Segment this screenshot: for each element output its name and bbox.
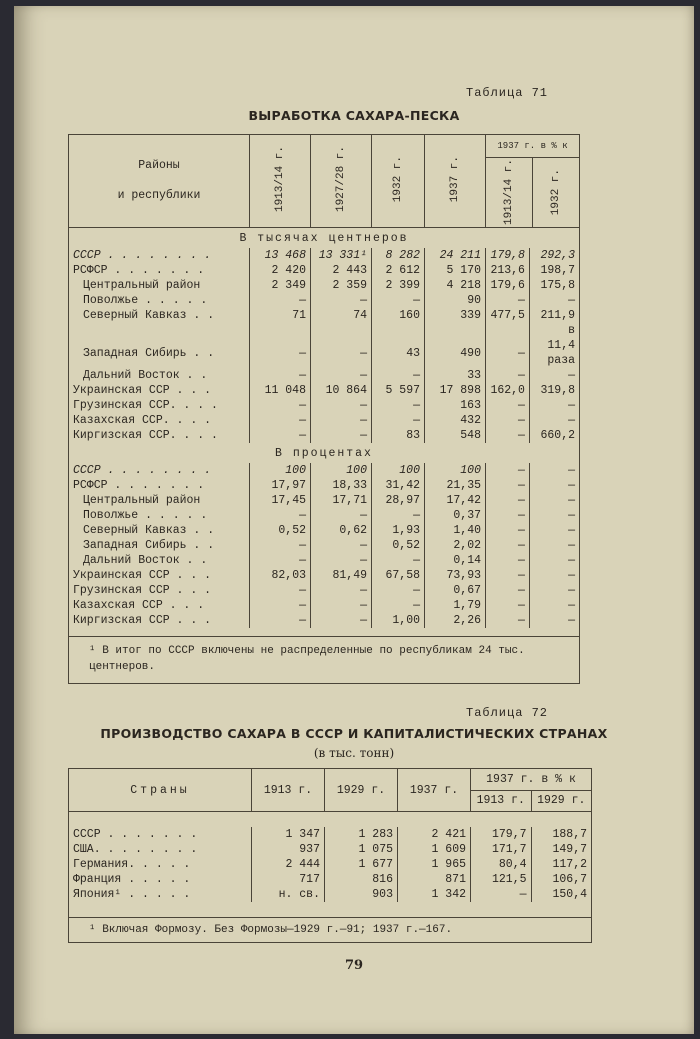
table-cell: 1 283 [325,827,398,842]
table-cell: — [250,413,311,428]
table-cell: 17,71 [311,493,372,508]
table-cell: — [529,413,579,428]
table-cell: 171,7 [471,842,532,857]
table-cell: 816 [325,872,398,887]
table-cell: 11,4 раза [529,338,579,368]
table-cell: — [471,887,532,902]
table-cell: — [311,508,372,523]
table-cell [425,323,486,338]
table-cell: 100 [372,463,425,478]
table-cell: — [311,428,372,443]
table-cell: — [250,583,311,598]
spacer-cell [69,812,592,828]
table-row [69,508,580,523]
table-cell: 2 359 [311,278,372,293]
row-label: Франция . . . . . [69,872,252,887]
section-label: В процентах [69,443,580,463]
table-cell: 17,45 [250,493,311,508]
table-cell: 1,40 [425,523,486,538]
table-cell: 660,2 [529,428,579,443]
table-row [69,538,580,553]
row-label: Поволжье . . . . . [69,293,250,308]
row-label: Германия. . . . . [69,857,252,872]
table-cell: — [529,553,579,568]
table-72-header-col: 1937 г. [398,769,471,812]
table-cell: 17 898 [425,383,486,398]
row-label: Украинская ССР . . . [69,383,250,398]
row-label: СССР . . . . . . . [69,827,252,842]
table-71-footnote: ¹ В итог по СССР включены не распределенные по республикам 24 тыс. центнеров. [69,637,580,684]
table-cell: 1 347 [252,827,325,842]
table-cell: 2 349 [250,278,311,293]
table-cell: 319,8 [529,383,579,398]
row-label: Западная Сибирь . . [69,338,250,368]
table-cell: 292,3 [529,248,579,263]
table-cell: 121,5 [471,872,532,887]
table-cell: 179,8 [486,248,530,263]
table-row [69,598,580,613]
table-71 [68,134,580,684]
table-cell: 2,26 [425,613,486,628]
table-cell: 432 [425,413,486,428]
table-71-header-pct: 1937 г. в % к 1913/14 г. 1932 г. [486,135,580,228]
row-label: Центральный район [69,493,250,508]
table-cell: 17,42 [425,493,486,508]
table-cell: 31,42 [372,478,425,493]
table-row [69,338,580,368]
table-cell: 179,7 [471,827,532,842]
table-cell: — [372,398,425,413]
table-cell: 0,67 [425,583,486,598]
table-71-section-thousands [69,228,580,249]
table-cell: — [311,598,372,613]
table-cell: — [250,428,311,443]
table-cell: — [250,538,311,553]
table-72-body [69,812,592,918]
table-72-header-pct-col: 1913 г. [471,790,532,812]
table-cell: 1,00 [372,613,425,628]
table-cell: н. св. [252,887,325,902]
table-cell: 903 [325,887,398,902]
table-cell: — [311,613,372,628]
table-cell: 2 612 [372,263,425,278]
row-label: Украинская ССР . . . [69,568,250,583]
table-spacer [69,628,580,637]
table-cell: — [372,508,425,523]
table-cell: 13 468 [250,248,311,263]
table-cell: — [486,568,530,583]
table-row [69,613,580,628]
table-cell: — [486,583,530,598]
table-cell: 150,4 [531,887,592,902]
table-cell: 1,79 [425,598,486,613]
table-row [69,842,592,857]
table-cell: 160 [372,308,425,323]
table-cell: 73,93 [425,568,486,583]
table-cell: 18,33 [311,478,372,493]
table-cell: в [529,323,579,338]
table-cell: 2 443 [311,263,372,278]
table-cell: 11 048 [250,383,311,398]
table-row [69,428,580,443]
table-cell: — [486,398,530,413]
table-cell: 106,7 [531,872,592,887]
table-72-header-col: 1913 г. [252,769,325,812]
table-cell: 81,49 [311,568,372,583]
table-row [69,323,580,338]
row-label: Киргизская ССР . . . [69,613,250,628]
table-cell: 100 [250,463,311,478]
table-cell: — [486,368,530,383]
table-cell: 8 282 [372,248,425,263]
table-cell: 82,03 [250,568,311,583]
row-label: Западная Сибирь . . [69,538,250,553]
table-cell: — [372,553,425,568]
table-cell: 2 399 [372,278,425,293]
table-cell: 2 420 [250,263,311,278]
table-row [69,263,580,278]
row-label [69,323,250,338]
table-cell: — [311,553,372,568]
table-cell: — [529,613,579,628]
table-cell: 1 677 [325,857,398,872]
table-cell: 1 965 [398,857,471,872]
table-cell: — [250,338,311,368]
page-number: 79 [344,958,364,973]
table-cell: 213,6 [486,263,530,278]
table-row [69,308,580,323]
table-cell: 0,37 [425,508,486,523]
table-row [69,463,580,478]
table-cell: — [486,613,530,628]
table-row [69,278,580,293]
table-cell: 490 [425,338,486,368]
table-cell: — [372,598,425,613]
table-cell: — [486,508,530,523]
table-cell: — [529,583,579,598]
row-label: СССР . . . . . . . . [69,463,250,478]
table-cell: — [486,478,530,493]
row-label: РСФСР . . . . . . . [69,478,250,493]
table-cell: 477,5 [486,308,530,323]
table-cell: — [486,553,530,568]
table-72-footnote: ¹ Включая Формозу. Без Формозы—1929 г.—91; 1937 г.—167. [69,918,592,943]
table-cell: 74 [311,308,372,323]
table-72-header-col: 1929 г. [325,769,398,812]
table-72-number: Таблица 72 [466,706,549,720]
table-cell: — [250,398,311,413]
table-cell: 0,14 [425,553,486,568]
table-cell: — [372,583,425,598]
table-cell: 0,52 [372,538,425,553]
table-72-title: ПРОИЗВОДСТВО САХАРА В СССР И КАПИТАЛИСТИЧЕСКИХ СТРАНАХ [100,726,608,741]
row-label: Япония¹ . . . . . [69,887,252,902]
table-72-header-pct: 1937 г. в % к [471,769,592,791]
table-row [69,568,580,583]
table-cell: 1 342 [398,887,471,902]
table-cell: — [250,598,311,613]
table-row [69,583,580,598]
row-label: Казахская ССР . . . [69,598,250,613]
row-label: Грузинская ССР . . . [69,583,250,598]
table-72-subtitle: (в тыс. тонн) [313,746,395,760]
table-cell: — [311,583,372,598]
row-label: Казахская ССР. . . . [69,413,250,428]
table-71-header-col: 1937 г. [425,135,486,228]
table-cell: — [529,508,579,523]
row-label: Дальний Восток . . [69,553,250,568]
table-cell: — [529,538,579,553]
table-71-header-col: 1932 г. [372,135,425,228]
spacer-cell [69,902,592,918]
table-cell: 1 075 [325,842,398,857]
table-row [69,368,580,383]
table-cell: — [372,413,425,428]
table-71-number: Таблица 71 [466,86,549,100]
table-cell: 211,9 [529,308,579,323]
table-cell: — [311,398,372,413]
table-cell: 21,35 [425,478,486,493]
table-71-section-percent [69,443,580,463]
table-cell [311,323,372,338]
table-cell: — [250,553,311,568]
table-72-header-country: Страны [69,769,252,812]
table-cell: 10 864 [311,383,372,398]
table-cell: — [486,538,530,553]
table-cell: 71 [250,308,311,323]
table-cell: 28,97 [372,493,425,508]
table-cell: 188,7 [531,827,592,842]
table-cell: 0,52 [250,523,311,538]
table-71-body [69,228,580,637]
table-cell: — [486,293,530,308]
table-cell: — [529,478,579,493]
table-cell: — [250,293,311,308]
table-cell: — [250,613,311,628]
table-cell: — [311,293,372,308]
table-cell: 2 421 [398,827,471,842]
table-72-header-pct-col: 1929 г. [531,790,592,812]
table-cell: — [486,523,530,538]
row-label: Центральный район [69,278,250,293]
table-row [69,872,592,887]
table-row [69,827,592,842]
table-row [69,493,580,508]
table-72 [68,768,592,943]
table-cell: — [250,508,311,523]
table-cell: 2 444 [252,857,325,872]
table-row [69,887,592,902]
table-row [69,383,580,398]
table-cell: 80,4 [471,857,532,872]
row-label: Грузинская ССР. . . . [69,398,250,413]
table-cell: 17,97 [250,478,311,493]
table-cell: — [311,413,372,428]
table-cell: 548 [425,428,486,443]
table-cell: — [486,338,530,368]
spacer-cell [69,628,580,637]
row-label: США. . . . . . . . [69,842,252,857]
table-cell: 717 [252,872,325,887]
table-cell: — [529,568,579,583]
table-spacer [69,902,592,918]
table-cell: 5 170 [425,263,486,278]
table-cell: 1 609 [398,842,471,857]
row-label: Дальний Восток . . [69,368,250,383]
table-71-header-col: 1913/14 г. [250,135,311,228]
table-spacer [69,812,592,828]
table-cell: — [372,368,425,383]
table-cell: — [529,523,579,538]
table-cell: — [311,368,372,383]
table-cell: 179,6 [486,278,530,293]
table-71-title: ВЫРАБОТКА САХАРА-ПЕСКА [248,108,460,123]
table-cell [486,323,530,338]
table-cell: — [529,293,579,308]
table-cell: 0,62 [311,523,372,538]
table-cell: — [486,463,530,478]
row-label: СССР . . . . . . . . [69,248,250,263]
table-cell: — [250,368,311,383]
table-cell: — [529,598,579,613]
table-cell: 24 211 [425,248,486,263]
table-cell: 937 [252,842,325,857]
table-cell: 90 [425,293,486,308]
table-row [69,857,592,872]
table-row [69,398,580,413]
table-row [69,248,580,263]
table-cell: 83 [372,428,425,443]
table-cell: — [486,413,530,428]
table-cell: 33 [425,368,486,383]
table-row [69,293,580,308]
table-71-header-regions: Районы и республики [69,135,250,228]
table-cell: 4 218 [425,278,486,293]
table-cell: 163 [425,398,486,413]
section-label: В тысячах центнеров [69,228,580,249]
table-cell: 67,58 [372,568,425,583]
table-cell: — [311,338,372,368]
table-row [69,523,580,538]
row-label: РСФСР . . . . . . . [69,263,250,278]
table-row [69,553,580,568]
row-label: Северный Кавказ . . [69,523,250,538]
table-cell: 339 [425,308,486,323]
row-label: Поволжье . . . . . [69,508,250,523]
table-cell: 162,0 [486,383,530,398]
table-cell: — [486,428,530,443]
table-cell: 100 [311,463,372,478]
table-cell [250,323,311,338]
table-cell: — [529,368,579,383]
table-cell: — [529,493,579,508]
table-cell [372,323,425,338]
table-cell: 43 [372,338,425,368]
table-cell: — [486,493,530,508]
table-cell: 175,8 [529,278,579,293]
table-row [69,478,580,493]
table-cell: 871 [398,872,471,887]
table-cell: — [529,398,579,413]
table-cell: — [529,463,579,478]
table-cell: — [372,293,425,308]
table-71-header-col: 1927/28 г. [311,135,372,228]
table-cell: 2,02 [425,538,486,553]
table-cell: 1,93 [372,523,425,538]
row-label: Киргизская ССР. . . . [69,428,250,443]
table-cell: 149,7 [531,842,592,857]
table-cell: 198,7 [529,263,579,278]
book-page [14,6,694,1034]
table-row [69,413,580,428]
row-label: Северный Кавказ . . [69,308,250,323]
table-cell: 5 597 [372,383,425,398]
table-cell: — [486,598,530,613]
table-cell: 100 [425,463,486,478]
table-cell: 13 331¹ [311,248,372,263]
table-cell: 117,2 [531,857,592,872]
table-cell: — [311,538,372,553]
